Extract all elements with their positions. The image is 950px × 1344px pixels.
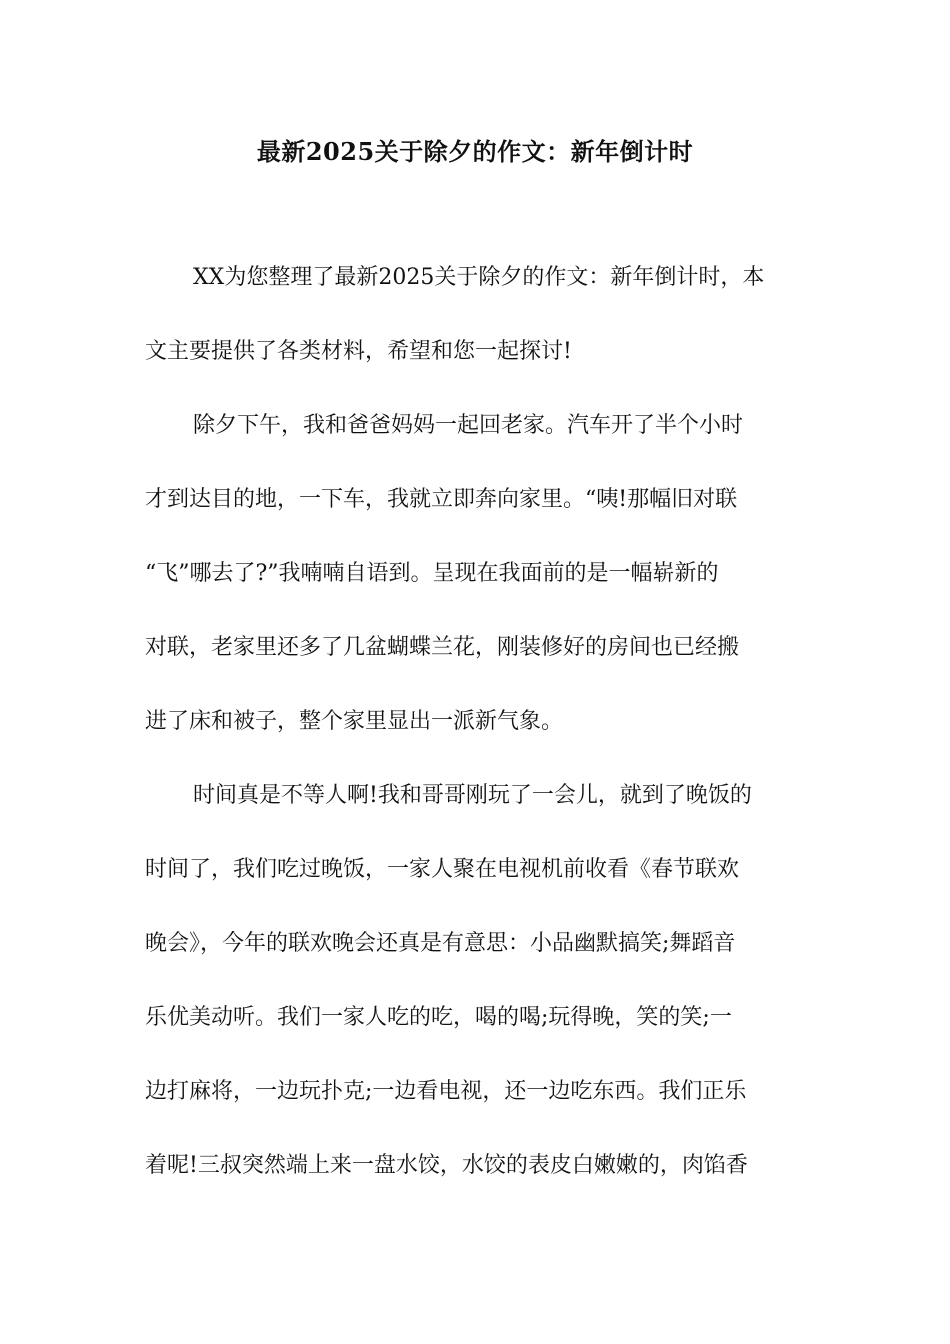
text-line: 对联，老家里还多了几盆蝴蝶兰花，刚装修好的房间也已经搬 [145,635,740,660]
text-line: 时间了，我们吃过晚饭，一家人聚在电视机前收看《春节联欢 [145,857,740,882]
text-line: 文主要提供了各类材料，希望和您一起探讨! [145,339,572,364]
text-line: 进了床和被子，整个家里显出一派新气象。 [145,709,564,734]
document-title: 最新2025关于除夕的作文：新年倒计时 [256,137,694,166]
text-line: “飞”哪去了?”我喃喃自语到。呈现在我面前的是一幅崭新的 [145,561,719,586]
text-line: 乐优美动听。我们一家人吃的吃，喝的喝;玩得晚，笑的笑;一 [145,1005,732,1030]
text-line: 时间真是不等人啊!我和哥哥刚玩了一会儿，就到了晚饭的 [193,783,752,808]
text-line: 着呢!三叔突然端上来一盘水饺，水饺的表皮白嫩嫩的，肉馅香 [145,1153,748,1178]
document-body [145,259,805,1221]
text-line: 边打麻将，一边玩扑克;一边看电视，还一边吃东西。我们正乐 [145,1079,747,1104]
text-line: 才到达目的地，一下车，我就立即奔向家里。“咦!那幅旧对联 [145,487,738,512]
text-line: 除夕下午，我和爸爸妈妈一起回老家。汽车开了半个小时 [193,413,744,438]
text-line: 晚会》，今年的联欢晚会还真是有意思：小品幽默搞笑;舞蹈音 [145,931,736,956]
text-line: XX为您整理了最新2025关于除夕的作文：新年倒计时，本 [193,265,765,290]
